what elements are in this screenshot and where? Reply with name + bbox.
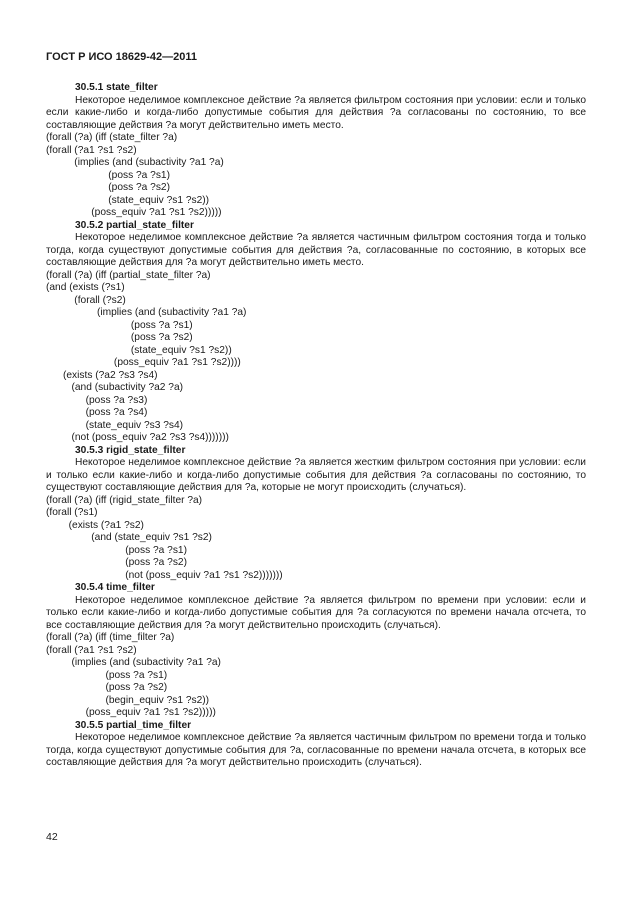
section-heading: 30.5.4 time_filter [75, 582, 155, 593]
code-block: (forall (?a) (iff (rigid_state_filter ?a) (forall (?s1) (exists (?a1 ?s2) (and (state_equiv ?s1 ?s2) (poss ?a ?s1) (poss ?a ?s2) (not (poss_equiv ?a1 ?s1 ?s2))))))) [46, 494, 283, 581]
section-heading: 30.5.1 state_filter [75, 82, 158, 93]
section-heading: 30.5.2 partial_state_filter [75, 219, 194, 231]
document-header: ГОСТ Р ИСО 18629-42—2011 [46, 51, 198, 63]
section-heading: 30.5.5 partial_time_filter [75, 719, 192, 731]
code-block: (forall (?a) (iff (state_filter ?a) (forall (?a1 ?s1 ?s2) (implies (and (subactivity ?a1 ?a) (poss ?a ?s1) (poss ?a ?s2) (state_equiv ?s1 ?s2)) (poss_equiv ?a1 ?s1 ?s2))))) [46, 132, 224, 218]
code-block: (forall (?a) (iff (time_filter ?a) (forall (?a1 ?s1 ?s2) (implies (and (subactivity ?a1 ?a) (poss ?a ?s1) (poss ?a ?s2) (begin_equiv ?s1 ?s2)) (poss_equiv ?a1 ?s1 ?s2))))) [46, 632, 221, 718]
document-body [46, 82, 586, 770]
paragraph: Некоторое неделимое комплексное действие ?a является фильтром по времени при условии: если и только если какие-либо и когда-либо допустимые события для ?a согласуются по времени начала отсчета, то все составляющие действия для ?a могут действительно происходить (случаться). [46, 594, 586, 631]
paragraph: Некоторое неделимое комплексное действие ?a является жестким фильтром состояния при условии: если и только если какие-либо и когда-либо допустимые события для действия ?a согласованы по состоянию, то существуют составляющие действия для ?a, которые не могут происходить (случаться). [46, 457, 586, 493]
page-number: 42 [46, 831, 58, 843]
paragraph: Некоторое неделимое комплексное действие ?a является частичным фильтром по времени тогда и только тогда, когда существуют допустимые события для ?a, согласованные по времени начала отсчета, в которых все составляющие действия для ?a могут действительно происходить (случаться). [46, 732, 586, 768]
paragraph: Некоторое неделимое комплексное действие ?a является фильтром состояния при условии: если и только если какие-либо и когда-либо допустимые события для действия ?a согласованы по состоянию, то все составляющие действия ?a могут действительно иметь место. [46, 94, 586, 131]
paragraph: Некоторое неделимое комплексное действие ?a является частичным фильтром состояния тогда и только тогда, когда существуют допустимые события для действия ?a, согласованные по состоянию, в которых все составляющие действия для ?a могут действительно иметь место. [46, 232, 586, 268]
code-block: (forall (?a) (iff (partial_state_filter ?a) (and (exists (?s1) (forall (?s2) (implies (and (subactivity ?a1 ?a) (poss ?a ?s1) (poss ?a ?s2) (state_equiv ?s1 ?s2)) (poss_equiv ?a1 ?s1 ?s2)))) (exists (?a2 ?s3 ?s4) (and (subactivity ?a2 ?a) (poss ?a ?s3) (poss ?a ?s4) (state_equiv ?s3 ?s4) (not (poss_equiv ?a2 ?s3 ?s4))))))) [46, 269, 247, 443]
section-heading: 30.5.3 rigid_state_filter [75, 444, 186, 456]
